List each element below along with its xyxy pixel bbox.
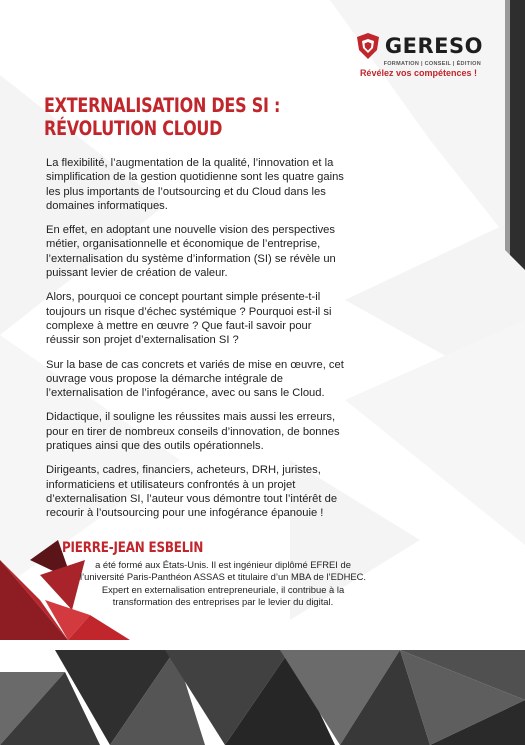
paragraph: Dirigeants, cadres, financiers, acheteurs, DRH, juristes, informaticiens et utilisateurs confrontés à un projet d’externalisation SI, l’auteur vous démontre tout l’intérêt de recourir à l’outsourcing pour une infogérance épanouie !	[46, 464, 338, 520]
right-edge-accent	[510, 0, 525, 270]
author-name: PIERRE-JEAN ESBELIN	[62, 540, 204, 556]
book-title	[44, 94, 290, 140]
author-bio: a été formé aux États-Unis. Il est ingénieur diplômé EFREI de l’université Paris-Panthéon ASSAS et titulaire d’un MBA de l’EDHEC. Expert en externalisation entrepreneuriale, il contribue à la transformation des entreprises par le levier du digital.	[79, 559, 367, 608]
paragraph: Sur la base de cas concrets et variés de mise en œuvre, cet ouvrage vous propose la démarche intégrale de l’externalisation de l’infogérance, avec ou sans le Cloud.	[46, 358, 344, 400]
title-line-1: EXTERNALISATION DES SI :	[44, 94, 281, 117]
title-line-2: RÉVOLUTION CLOUD	[44, 117, 223, 140]
paragraph: En effet, en adoptant une nouvelle vision des perspectives métier, organisationnelle et économique de l’entreprise, l’externalisation du système d’information (SI) se révèle un puissant levier de création de valeur.	[46, 224, 336, 280]
brand-subtitle: FORMATION | CONSEIL | ÉDITION	[383, 61, 481, 67]
gereso-shield-icon	[355, 32, 381, 60]
paragraph: La flexibilité, l’augmentation de la qualité, l’innovation et la simplification de la gestion quotidienne sont les quatre gains les plus importants de l’outsourcing et du Cloud dans les domaines informatiques.	[46, 157, 344, 212]
paragraph: Didactique, il souligne les réussites mais aussi les erreurs, pour en tirer de nombreux conseils d’innovation, de bonnes pratiques ainsi que des outils opérationnels.	[46, 411, 340, 453]
book-description	[46, 156, 346, 531]
publisher-logo	[353, 32, 483, 67]
brand-name: GERESO	[384, 33, 483, 58]
right-edge-accent-light	[505, 0, 510, 255]
brand-tagline: Révélez vos compétences !	[359, 68, 477, 78]
paragraph: Alors, pourquoi ce concept pourtant simple présente-t-il toujours un risque d’échec systémique ? Pourquoi est-il si complexe à mettre en œuvre ? Que faut-il savoir pour réussir son projet d’externalisation SI ?	[46, 291, 332, 347]
